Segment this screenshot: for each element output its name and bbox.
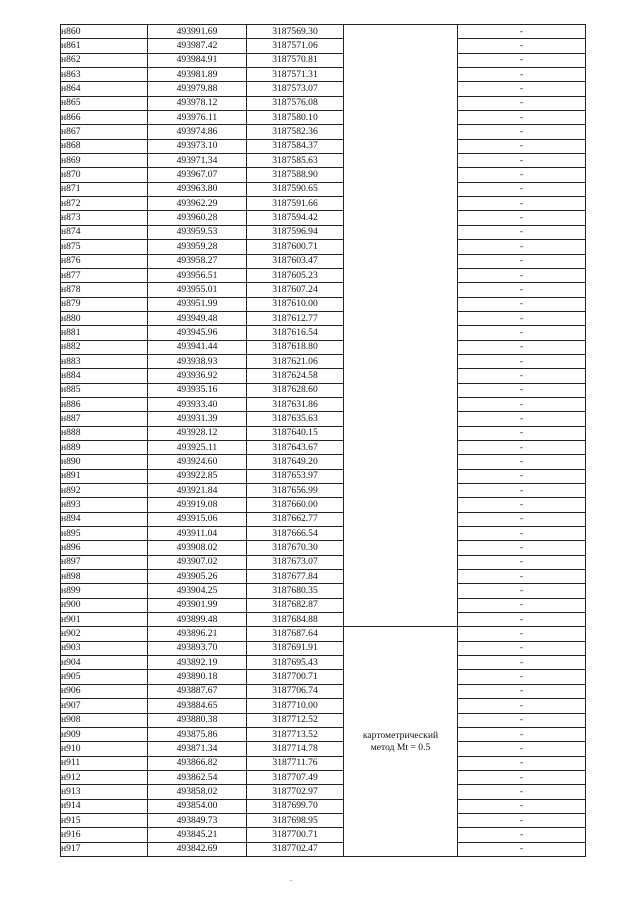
table-row: [61, 699, 586, 713]
y-coordinate-cell: 3187691.91: [247, 641, 344, 655]
method-text-line1: картометрический: [362, 729, 439, 741]
x-coordinate-cell: 493949.48: [148, 311, 247, 325]
point-name-cell: н897: [61, 555, 148, 569]
dash-cell: -: [458, 111, 586, 125]
y-coordinate-cell: 3187666.54: [247, 527, 344, 541]
table-row: [61, 369, 586, 383]
table-row: [61, 225, 586, 239]
point-name-cell: н875: [61, 240, 148, 254]
dash-cell: -: [458, 828, 586, 842]
y-coordinate-cell: 3187662.77: [247, 512, 344, 526]
x-coordinate-cell: 493866.82: [148, 756, 247, 770]
point-name-cell: н878: [61, 283, 148, 297]
point-name-cell: н899: [61, 584, 148, 598]
y-coordinate-cell: 3187687.64: [247, 627, 344, 641]
table-row: [61, 254, 586, 268]
dash-cell: -: [458, 670, 586, 684]
y-coordinate-cell: 3187610.00: [247, 297, 344, 311]
point-name-cell: н866: [61, 111, 148, 125]
table-row: [61, 627, 586, 641]
dash-cell: -: [458, 613, 586, 627]
point-name-cell: н901: [61, 613, 148, 627]
table-row: [61, 713, 586, 727]
y-coordinate-cell: 3187700.71: [247, 670, 344, 684]
dash-cell: -: [458, 412, 586, 426]
y-coordinate-cell: 3187643.67: [247, 440, 344, 454]
dash-cell: -: [458, 684, 586, 698]
dash-cell: -: [458, 656, 586, 670]
table-row: [61, 641, 586, 655]
point-name-cell: н869: [61, 154, 148, 168]
point-name-cell: н908: [61, 713, 148, 727]
dash-cell: -: [458, 268, 586, 282]
x-coordinate-cell: 493842.69: [148, 842, 247, 856]
x-coordinate-cell: 493962.29: [148, 197, 247, 211]
x-coordinate-cell: 493976.11: [148, 111, 247, 125]
x-coordinate-cell: 493951.99: [148, 297, 247, 311]
table-row: [61, 96, 586, 110]
x-coordinate-cell: 493958.27: [148, 254, 247, 268]
dash-cell: -: [458, 541, 586, 555]
dash-cell: -: [458, 297, 586, 311]
y-coordinate-cell: 3187711.76: [247, 756, 344, 770]
x-coordinate-cell: 493849.73: [148, 813, 247, 827]
y-coordinate-cell: 3187713.52: [247, 727, 344, 741]
point-name-cell: н867: [61, 125, 148, 139]
y-coordinate-cell: 3187571.06: [247, 39, 344, 53]
point-name-cell: н891: [61, 469, 148, 483]
y-coordinate-cell: 3187699.70: [247, 799, 344, 813]
table-row: [61, 770, 586, 784]
dash-cell: -: [458, 727, 586, 741]
y-coordinate-cell: 3187616.54: [247, 326, 344, 340]
dash-cell: -: [458, 240, 586, 254]
dash-cell: -: [458, 813, 586, 827]
table-row: [61, 383, 586, 397]
table-row: [61, 785, 586, 799]
x-coordinate-cell: 493924.60: [148, 455, 247, 469]
method-text-line2: метод Mt = 0.5: [370, 741, 431, 753]
point-name-cell: н862: [61, 53, 148, 67]
method-cell: [344, 627, 458, 857]
table-row: [61, 240, 586, 254]
y-coordinate-cell: 3187673.07: [247, 555, 344, 569]
x-coordinate-cell: 493978.12: [148, 96, 247, 110]
point-name-cell: н871: [61, 182, 148, 196]
x-coordinate-cell: 493925.11: [148, 440, 247, 454]
coordinates-table: [60, 24, 586, 857]
dash-cell: -: [458, 82, 586, 96]
table-row: [61, 412, 586, 426]
table-row: [61, 670, 586, 684]
x-coordinate-cell: 493893.70: [148, 641, 247, 655]
x-coordinate-cell: 493933.40: [148, 397, 247, 411]
point-name-cell: н906: [61, 684, 148, 698]
table-row: [61, 842, 586, 856]
point-name-cell: н889: [61, 440, 148, 454]
point-name-cell: н872: [61, 197, 148, 211]
x-coordinate-cell: 493890.18: [148, 670, 247, 684]
x-coordinate-cell: 493973.10: [148, 139, 247, 153]
dash-cell: -: [458, 742, 586, 756]
point-name-cell: н893: [61, 498, 148, 512]
table-row: [61, 498, 586, 512]
table-row: [61, 426, 586, 440]
table-row: [61, 584, 586, 598]
dash-cell: -: [458, 311, 586, 325]
dash-cell: -: [458, 570, 586, 584]
point-name-cell: н863: [61, 68, 148, 82]
dash-cell: -: [458, 756, 586, 770]
y-coordinate-cell: 3187707.49: [247, 770, 344, 784]
x-coordinate-cell: 493935.16: [148, 383, 247, 397]
x-coordinate-cell: 493967.07: [148, 168, 247, 182]
y-coordinate-cell: 3187594.42: [247, 211, 344, 225]
dash-cell: -: [458, 25, 586, 39]
table-row: [61, 297, 586, 311]
point-name-cell: н874: [61, 225, 148, 239]
point-name-cell: н895: [61, 527, 148, 541]
y-coordinate-cell: 3187710.00: [247, 699, 344, 713]
dash-cell: -: [458, 369, 586, 383]
dash-cell: -: [458, 283, 586, 297]
x-coordinate-cell: 493959.28: [148, 240, 247, 254]
y-coordinate-cell: 3187624.58: [247, 369, 344, 383]
table-row: [61, 211, 586, 225]
point-name-cell: н907: [61, 699, 148, 713]
y-coordinate-cell: 3187706.74: [247, 684, 344, 698]
table-row: [61, 25, 586, 39]
x-coordinate-cell: 493945.96: [148, 326, 247, 340]
point-name-cell: н868: [61, 139, 148, 153]
y-coordinate-cell: 3187660.00: [247, 498, 344, 512]
point-name-cell: н886: [61, 397, 148, 411]
y-coordinate-cell: 3187612.77: [247, 311, 344, 325]
x-coordinate-cell: 493938.93: [148, 354, 247, 368]
y-coordinate-cell: 3187635.63: [247, 412, 344, 426]
dash-cell: -: [458, 139, 586, 153]
point-name-cell: н916: [61, 828, 148, 842]
table-row: [61, 684, 586, 698]
point-name-cell: н914: [61, 799, 148, 813]
point-name-cell: н917: [61, 842, 148, 856]
table-row: [61, 39, 586, 53]
dash-cell: -: [458, 53, 586, 67]
x-coordinate-cell: 493959.53: [148, 225, 247, 239]
table-row: [61, 82, 586, 96]
y-coordinate-cell: 3187695.43: [247, 656, 344, 670]
x-coordinate-cell: 493854.00: [148, 799, 247, 813]
x-coordinate-cell: 493904.25: [148, 584, 247, 598]
dash-cell: -: [458, 225, 586, 239]
dash-cell: -: [458, 512, 586, 526]
dash-cell: -: [458, 440, 586, 454]
table-row: [61, 484, 586, 498]
x-coordinate-cell: 493862.54: [148, 770, 247, 784]
table-row: [61, 111, 586, 125]
point-name-cell: н903: [61, 641, 148, 655]
point-name-cell: н898: [61, 570, 148, 584]
dash-cell: -: [458, 197, 586, 211]
table-row: [61, 756, 586, 770]
point-name-cell: н915: [61, 813, 148, 827]
y-coordinate-cell: 3187684.88: [247, 613, 344, 627]
x-coordinate-cell: 493845.21: [148, 828, 247, 842]
x-coordinate-cell: 493979.88: [148, 82, 247, 96]
dash-cell: -: [458, 498, 586, 512]
table-row: [61, 727, 586, 741]
dash-cell: -: [458, 598, 586, 612]
x-coordinate-cell: 493908.02: [148, 541, 247, 555]
point-name-cell: н912: [61, 770, 148, 784]
x-coordinate-cell: 493884.65: [148, 699, 247, 713]
table-row: [61, 512, 586, 526]
x-coordinate-cell: 493905.26: [148, 570, 247, 584]
x-coordinate-cell: 493960.28: [148, 211, 247, 225]
x-coordinate-cell: 493984.91: [148, 53, 247, 67]
dash-cell: -: [458, 68, 586, 82]
x-coordinate-cell: 493901.99: [148, 598, 247, 612]
y-coordinate-cell: 3187584.37: [247, 139, 344, 153]
point-name-cell: н879: [61, 297, 148, 311]
dash-cell: -: [458, 154, 586, 168]
y-coordinate-cell: 3187621.06: [247, 354, 344, 368]
dash-cell: -: [458, 254, 586, 268]
table-row: [61, 742, 586, 756]
point-name-cell: н902: [61, 627, 148, 641]
table-row: [61, 555, 586, 569]
point-name-cell: н887: [61, 412, 148, 426]
point-name-cell: н882: [61, 340, 148, 354]
table-row: [61, 197, 586, 211]
dash-cell: -: [458, 469, 586, 483]
point-name-cell: н881: [61, 326, 148, 340]
y-coordinate-cell: 3187656.99: [247, 484, 344, 498]
y-coordinate-cell: 3187698.95: [247, 813, 344, 827]
x-coordinate-cell: 493875.86: [148, 727, 247, 741]
x-coordinate-cell: 493991.69: [148, 25, 247, 39]
y-coordinate-cell: 3187600.71: [247, 240, 344, 254]
table-row: [61, 354, 586, 368]
table-row: [61, 570, 586, 584]
table-row: [61, 440, 586, 454]
table-row: [61, 154, 586, 168]
dash-cell: -: [458, 397, 586, 411]
y-coordinate-cell: 3187670.30: [247, 541, 344, 555]
y-coordinate-cell: 3187714.78: [247, 742, 344, 756]
dash-cell: -: [458, 842, 586, 856]
point-name-cell: н904: [61, 656, 148, 670]
point-name-cell: н905: [61, 670, 148, 684]
dash-cell: -: [458, 555, 586, 569]
y-coordinate-cell: 3187596.94: [247, 225, 344, 239]
dash-cell: -: [458, 584, 586, 598]
x-coordinate-cell: 493911.04: [148, 527, 247, 541]
y-coordinate-cell: 3187603.47: [247, 254, 344, 268]
x-coordinate-cell: 493880.38: [148, 713, 247, 727]
table-row: [61, 68, 586, 82]
y-coordinate-cell: 3187700.71: [247, 828, 344, 842]
dash-cell: -: [458, 713, 586, 727]
dash-cell: -: [458, 39, 586, 53]
point-name-cell: н876: [61, 254, 148, 268]
table-row: [61, 397, 586, 411]
x-coordinate-cell: 493919.08: [148, 498, 247, 512]
y-coordinate-cell: 3187649.20: [247, 455, 344, 469]
point-name-cell: н877: [61, 268, 148, 282]
y-coordinate-cell: 3187628.60: [247, 383, 344, 397]
dash-cell: -: [458, 326, 586, 340]
x-coordinate-cell: 493987.42: [148, 39, 247, 53]
y-coordinate-cell: 3187582.36: [247, 125, 344, 139]
point-name-cell: н865: [61, 96, 148, 110]
x-coordinate-cell: 493921.84: [148, 484, 247, 498]
table-row: [61, 168, 586, 182]
y-coordinate-cell: 3187585.63: [247, 154, 344, 168]
table-row: [61, 311, 586, 325]
y-coordinate-cell: 3187653.97: [247, 469, 344, 483]
x-coordinate-cell: 493887.67: [148, 684, 247, 698]
x-coordinate-cell: 493896.21: [148, 627, 247, 641]
point-name-cell: н864: [61, 82, 148, 96]
table-row: [61, 53, 586, 67]
x-coordinate-cell: 493931.39: [148, 412, 247, 426]
y-coordinate-cell: 3187605.23: [247, 268, 344, 282]
point-name-cell: н909: [61, 727, 148, 741]
table-row: [61, 340, 586, 354]
point-name-cell: н890: [61, 455, 148, 469]
dash-cell: -: [458, 527, 586, 541]
point-name-cell: н911: [61, 756, 148, 770]
y-coordinate-cell: 3187682.87: [247, 598, 344, 612]
table-row: [61, 656, 586, 670]
dash-cell: -: [458, 627, 586, 641]
x-coordinate-cell: 493936.92: [148, 369, 247, 383]
point-name-cell: н900: [61, 598, 148, 612]
y-coordinate-cell: 3187570.81: [247, 53, 344, 67]
table-row: [61, 469, 586, 483]
dash-cell: -: [458, 96, 586, 110]
y-coordinate-cell: 3187677.84: [247, 570, 344, 584]
point-name-cell: н896: [61, 541, 148, 555]
dash-cell: -: [458, 455, 586, 469]
dash-cell: -: [458, 383, 586, 397]
x-coordinate-cell: 493963.80: [148, 182, 247, 196]
x-coordinate-cell: 493907.02: [148, 555, 247, 569]
table-row: [61, 125, 586, 139]
dash-cell: -: [458, 168, 586, 182]
x-coordinate-cell: 493858.02: [148, 785, 247, 799]
table-row: [61, 828, 586, 842]
page-speck: [290, 880, 292, 881]
y-coordinate-cell: 3187712.52: [247, 713, 344, 727]
x-coordinate-cell: 493871.34: [148, 742, 247, 756]
point-name-cell: н894: [61, 512, 148, 526]
dash-cell: -: [458, 770, 586, 784]
coordinates-table-body: [61, 25, 586, 857]
x-coordinate-cell: 493922.85: [148, 469, 247, 483]
x-coordinate-cell: 493899.48: [148, 613, 247, 627]
y-coordinate-cell: 3187588.90: [247, 168, 344, 182]
point-name-cell: н888: [61, 426, 148, 440]
y-coordinate-cell: 3187702.47: [247, 842, 344, 856]
dash-cell: -: [458, 182, 586, 196]
point-name-cell: н910: [61, 742, 148, 756]
x-coordinate-cell: 493928.12: [148, 426, 247, 440]
y-coordinate-cell: 3187573.07: [247, 82, 344, 96]
point-name-cell: н913: [61, 785, 148, 799]
table-row: [61, 813, 586, 827]
point-name-cell: н860: [61, 25, 148, 39]
y-coordinate-cell: 3187680.35: [247, 584, 344, 598]
y-coordinate-cell: 3187576.08: [247, 96, 344, 110]
table-row: [61, 283, 586, 297]
dash-cell: -: [458, 340, 586, 354]
y-coordinate-cell: 3187580.10: [247, 111, 344, 125]
y-coordinate-cell: 3187640.15: [247, 426, 344, 440]
point-name-cell: н883: [61, 354, 148, 368]
x-coordinate-cell: 493981.89: [148, 68, 247, 82]
dash-cell: -: [458, 641, 586, 655]
x-coordinate-cell: 493955.01: [148, 283, 247, 297]
dash-cell: -: [458, 484, 586, 498]
point-name-cell: н884: [61, 369, 148, 383]
y-coordinate-cell: 3187702.97: [247, 785, 344, 799]
y-coordinate-cell: 3187591.66: [247, 197, 344, 211]
x-coordinate-cell: 493892.19: [148, 656, 247, 670]
y-coordinate-cell: 3187571.31: [247, 68, 344, 82]
dash-cell: -: [458, 426, 586, 440]
table-row: [61, 139, 586, 153]
x-coordinate-cell: 493941.44: [148, 340, 247, 354]
y-coordinate-cell: 3187631.86: [247, 397, 344, 411]
x-coordinate-cell: 493956.51: [148, 268, 247, 282]
x-coordinate-cell: 493974.86: [148, 125, 247, 139]
table-row: [61, 326, 586, 340]
dash-cell: -: [458, 211, 586, 225]
x-coordinate-cell: 493971.34: [148, 154, 247, 168]
point-name-cell: н861: [61, 39, 148, 53]
table-row: [61, 799, 586, 813]
y-coordinate-cell: 3187590.65: [247, 182, 344, 196]
table-row: [61, 268, 586, 282]
table-row: [61, 455, 586, 469]
dash-cell: -: [458, 354, 586, 368]
dash-cell: -: [458, 125, 586, 139]
table-row: [61, 182, 586, 196]
table-row: [61, 613, 586, 627]
table-row: [61, 527, 586, 541]
y-coordinate-cell: 3187607.24: [247, 283, 344, 297]
point-name-cell: н880: [61, 311, 148, 325]
point-name-cell: н892: [61, 484, 148, 498]
y-coordinate-cell: 3187618.80: [247, 340, 344, 354]
point-name-cell: н885: [61, 383, 148, 397]
table-row: [61, 598, 586, 612]
y-coordinate-cell: 3187569.30: [247, 25, 344, 39]
dash-cell: -: [458, 799, 586, 813]
point-name-cell: н873: [61, 211, 148, 225]
table-row: [61, 541, 586, 555]
dash-cell: -: [458, 785, 586, 799]
dash-cell: -: [458, 699, 586, 713]
x-coordinate-cell: 493915.06: [148, 512, 247, 526]
method-cell-empty: [344, 25, 458, 627]
point-name-cell: н870: [61, 168, 148, 182]
